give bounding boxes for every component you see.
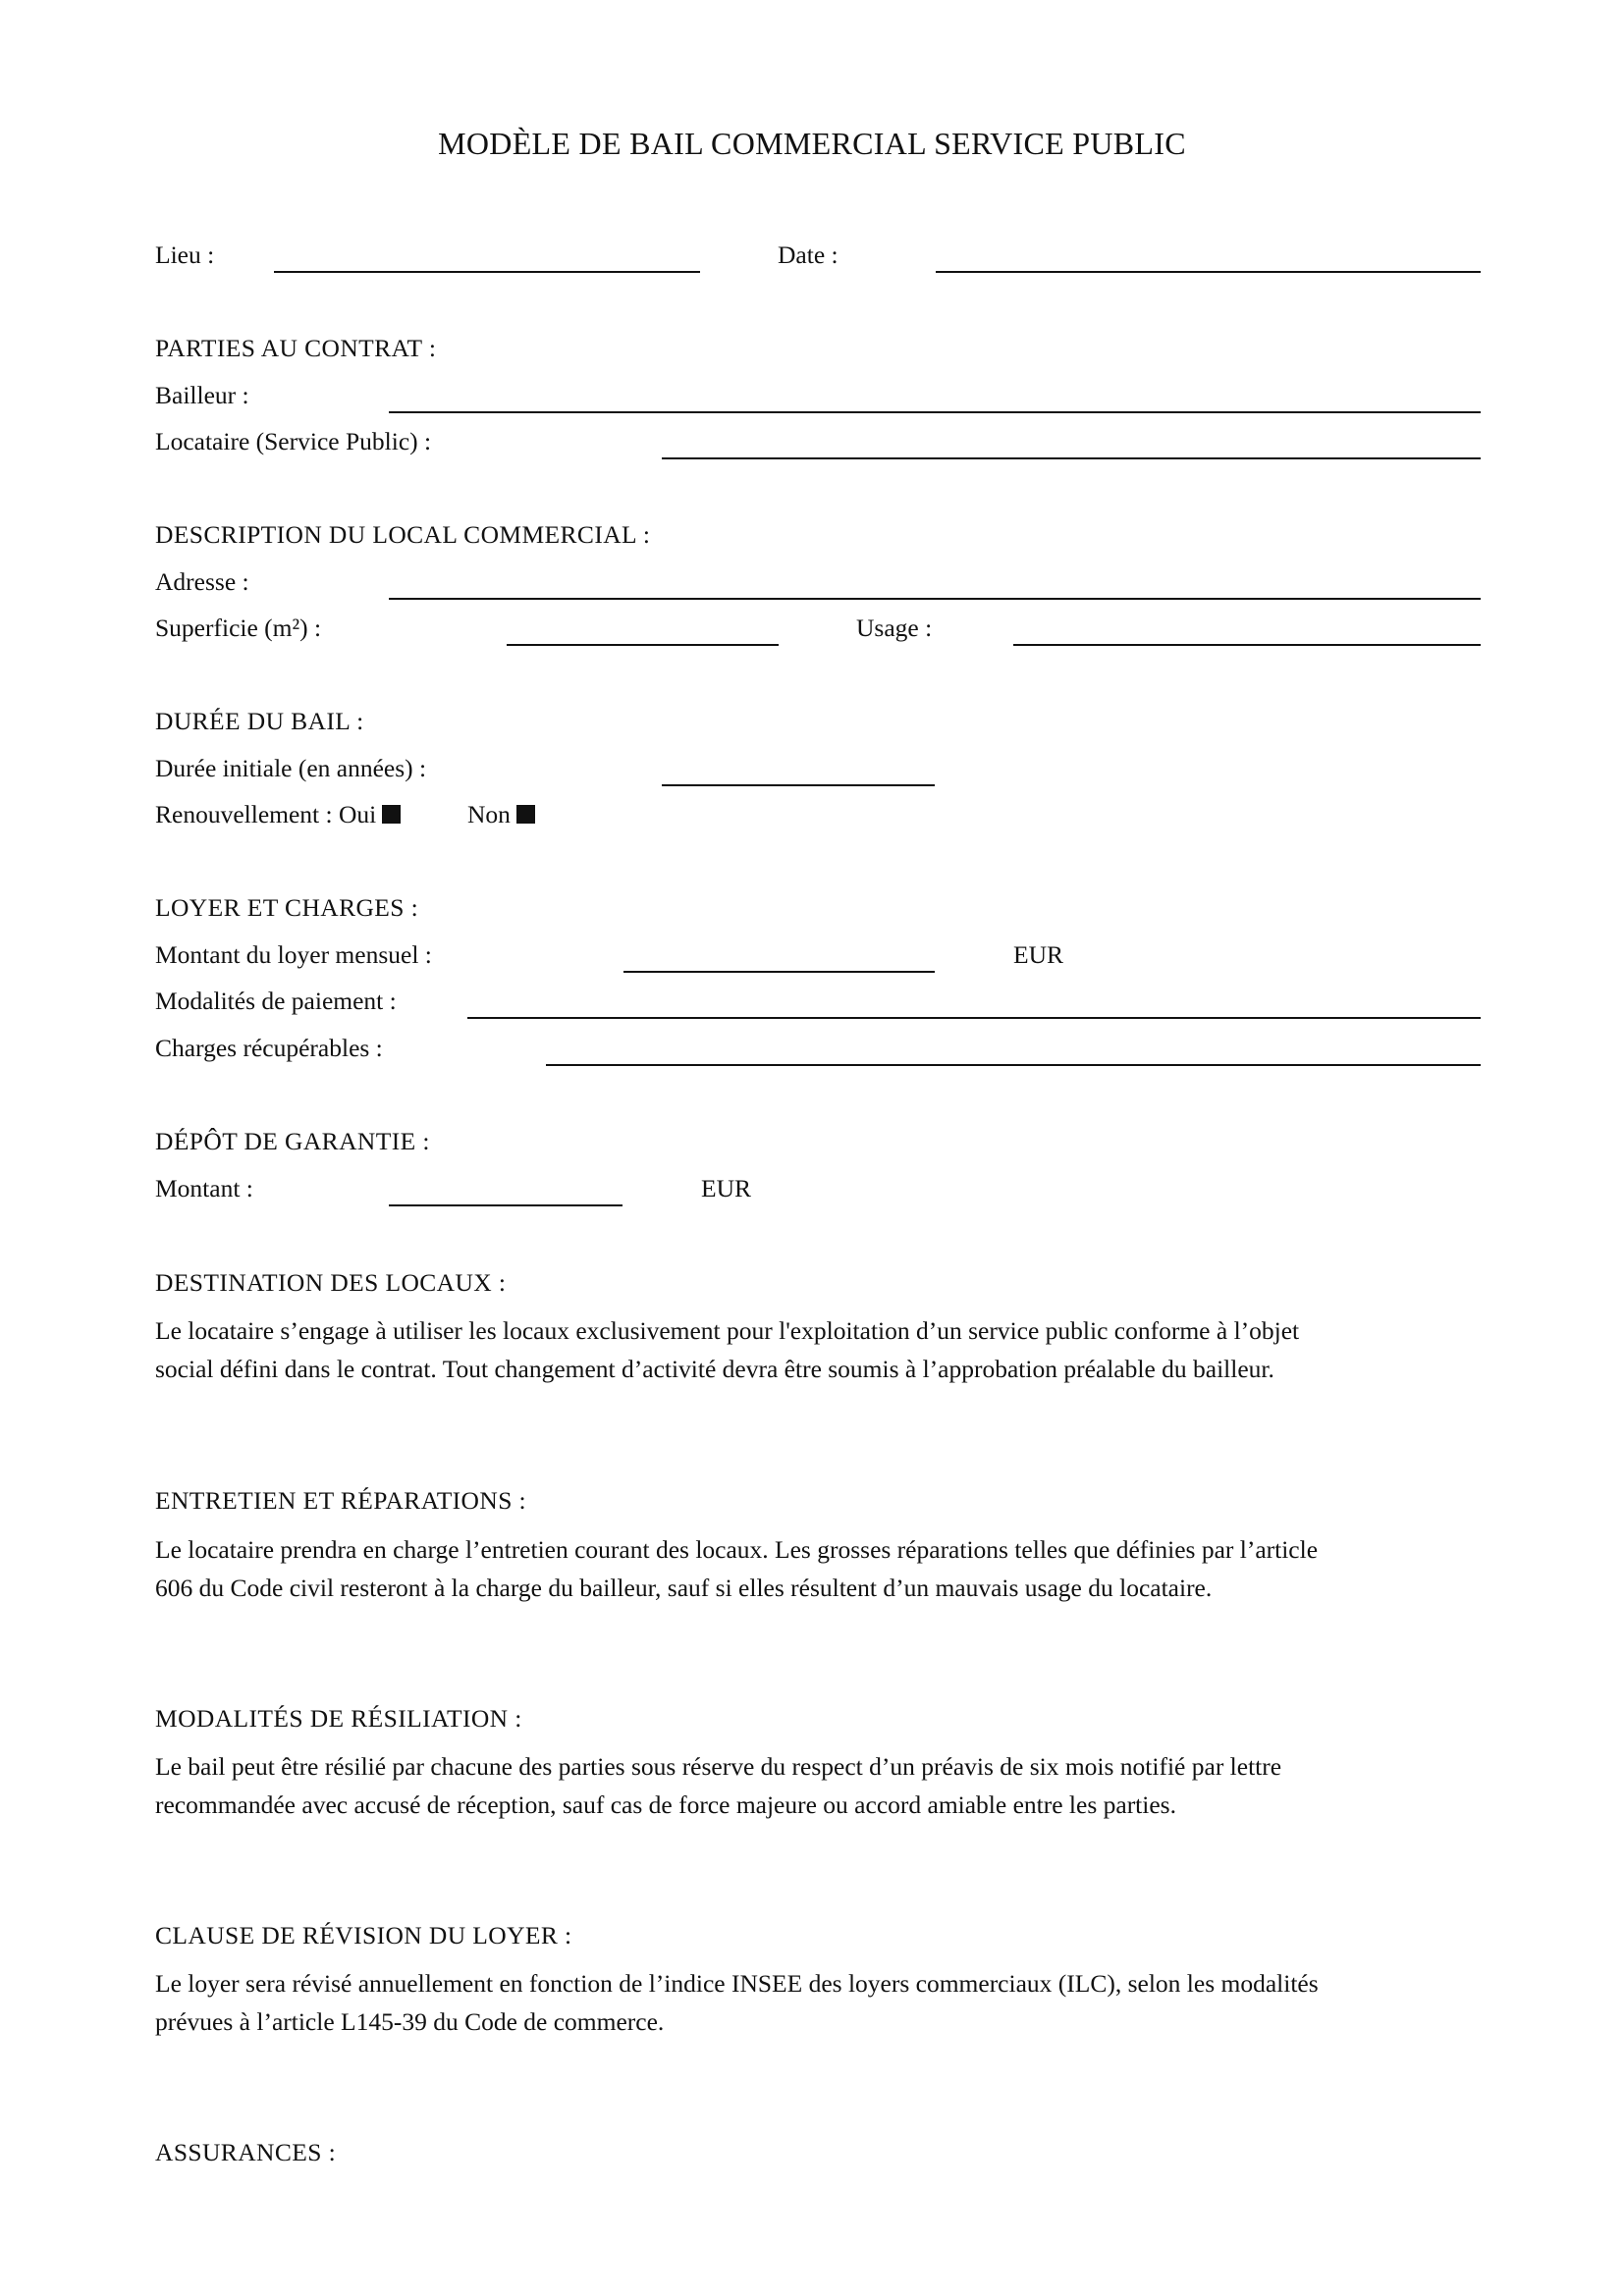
duree-heading: DURÉE DU BAIL : [155, 707, 364, 735]
revision-paragraph [155, 1964, 1481, 2041]
paragraph-line: social défini dans le contrat. Tout changement d’activité devra être soumis à l’approbation préalable du bailleur. [155, 1355, 1274, 1383]
superficie-field[interactable] [507, 644, 779, 646]
destination-heading: DESTINATION DES LOCAUX : [155, 1268, 507, 1297]
paragraph-line: Le locataire prendra en charge l’entretien courant des locaux. Les grosses réparations telles que définies par l’article [155, 1535, 1319, 1564]
destination-paragraph [155, 1311, 1481, 1388]
bailleur-field[interactable] [389, 411, 1481, 413]
adresse-label: Adresse : [155, 567, 249, 596]
entretien-heading: ENTRETIEN ET RÉPARATIONS : [155, 1486, 527, 1515]
date-label: Date : [778, 240, 839, 269]
paragraph-line: 606 du Code civil resteront à la charge du bailleur, sauf si elles résultent d’un mauvais usage du locataire. [155, 1574, 1213, 1602]
superficie-label: Superficie (m²) : [155, 614, 322, 642]
bailleur-label: Bailleur : [155, 381, 249, 409]
depot-montant-field[interactable] [389, 1204, 623, 1206]
revision-heading: CLAUSE DE RÉVISION DU LOYER : [155, 1921, 572, 1949]
entretien-paragraph [155, 1530, 1481, 1607]
loyer-montant-unit: EUR [1013, 940, 1063, 969]
paragraph-line: prévues à l’article L145-39 du Code de commerce. [155, 2007, 665, 2036]
non-checkbox[interactable] [516, 805, 535, 824]
parties-heading: PARTIES AU CONTRAT : [155, 334, 437, 362]
resiliation-heading: MODALITÉS DE RÉSILIATION : [155, 1704, 522, 1733]
duree-initiale-label: Durée initiale (en années) : [155, 754, 427, 782]
charges-label: Charges récupérables : [155, 1034, 383, 1062]
assurances-heading: ASSURANCES : [155, 2138, 337, 2166]
date-field[interactable] [936, 271, 1481, 273]
oui-checkbox[interactable] [382, 805, 401, 824]
paragraph-line: Le loyer sera révisé annuellement en fonction de l’indice INSEE des loyers commerciaux (ILC), selon les modalités [155, 1969, 1319, 1998]
document-title: MODÈLE DE BAIL COMMERCIAL SERVICE PUBLIC [438, 126, 1186, 161]
usage-label: Usage : [856, 614, 933, 642]
loyer-heading: LOYER ET CHARGES : [155, 893, 419, 922]
depot-heading: DÉPÔT DE GARANTIE : [155, 1127, 430, 1155]
adresse-field[interactable] [389, 598, 1481, 600]
renouvellement-row [155, 800, 401, 829]
paragraph-line: Le bail peut être résilié par chacune des parties sous réserve du respect d’un préavis de six mois notifié par lettre [155, 1752, 1282, 1781]
renouvellement-label: Renouvellement : Oui [155, 800, 377, 828]
duree-initiale-field[interactable] [662, 784, 935, 786]
paragraph-line: recommandée avec accusé de réception, sauf cas de force majeure ou accord amiable entre les parties. [155, 1790, 1176, 1819]
description-heading: DESCRIPTION DU LOCAL COMMERCIAL : [155, 520, 651, 549]
modalites-paiement-label: Modalités de paiement : [155, 987, 397, 1015]
depot-montant-label: Montant : [155, 1174, 253, 1202]
lieu-field[interactable] [274, 271, 700, 273]
charges-field[interactable] [546, 1064, 1481, 1066]
loyer-montant-label: Montant du loyer mensuel : [155, 940, 432, 969]
locataire-field[interactable] [662, 457, 1481, 459]
resiliation-paragraph [155, 1747, 1481, 1824]
paragraph-line: Le locataire s’engage à utiliser les locaux exclusivement pour l'exploitation d’un service public conforme à l’objet [155, 1316, 1300, 1345]
lieu-label: Lieu : [155, 240, 215, 269]
locataire-label: Locataire (Service Public) : [155, 427, 432, 455]
modalites-paiement-field[interactable] [467, 1017, 1481, 1019]
non-label: Non [467, 800, 511, 828]
usage-field[interactable] [1013, 644, 1481, 646]
loyer-montant-field[interactable] [623, 971, 935, 973]
depot-montant-unit: EUR [701, 1174, 751, 1202]
non-row [467, 800, 535, 829]
